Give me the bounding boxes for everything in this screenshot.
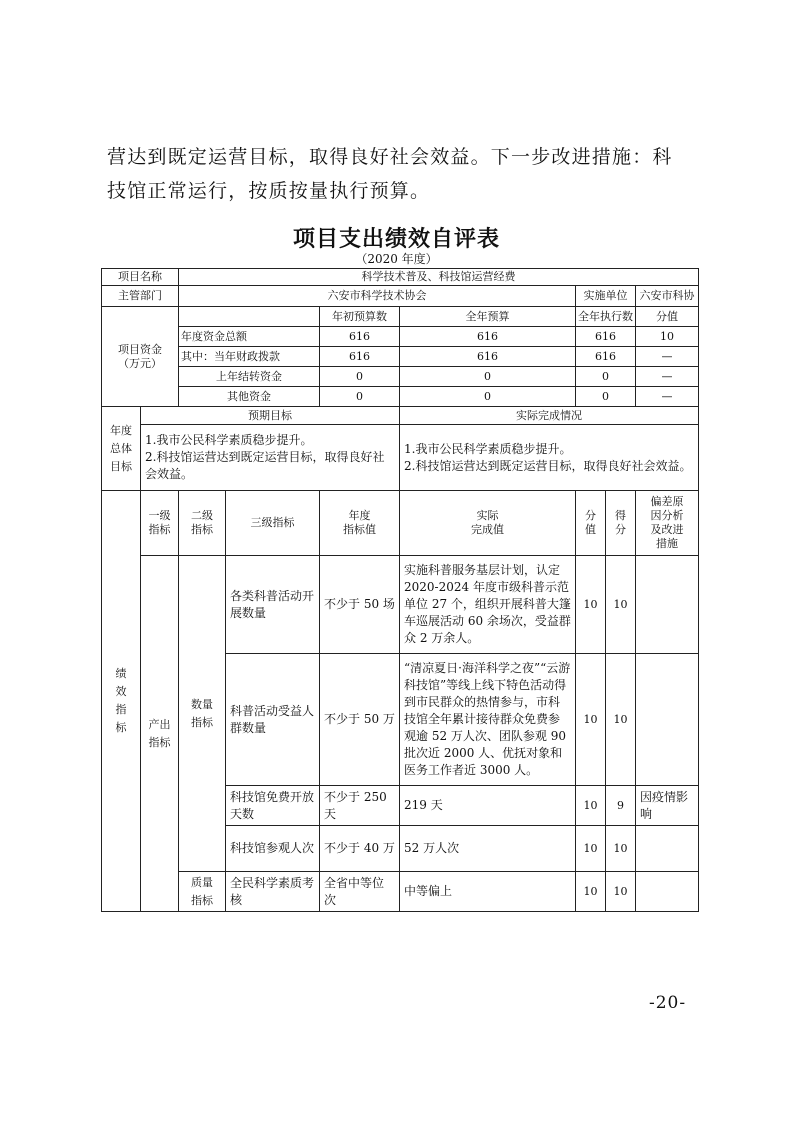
actual-header: 实际 完成值 bbox=[400, 491, 576, 556]
indicator-score: 10 bbox=[606, 826, 636, 872]
expected-goals bbox=[141, 425, 400, 491]
funds-row-carryover-label: 上年结转资金 bbox=[179, 367, 320, 387]
funds-cell: 0 bbox=[400, 367, 576, 387]
project-name: 科学技术普及、科技馆运营经费 bbox=[179, 269, 699, 286]
funds-row-fiscal-label: 其中：当年财政拨款 bbox=[179, 347, 320, 367]
indicator-actual: 实施科普服务基层计划，认定 2020-2024 年度市级科普示范单位 27 个，组织开展科普大篷车巡展活动 60 余场次，受益群众 2 万余人。 bbox=[400, 556, 576, 654]
indicator-note bbox=[636, 826, 699, 872]
indicators-label: 绩 效 指 标 bbox=[102, 491, 141, 912]
funds-header-1: 全年预算 bbox=[400, 307, 576, 327]
indicator-actual: “清凉夏日·海洋科学之夜”“云游科技馆”等线上线下特色活动得到市民群众的热情参与，市科技馆全年累计接待群众免费参观逾 52 万人次、团队参观 90 批次近 2000 人、优抚对象和医务工作者近 3000 人。 bbox=[400, 654, 576, 786]
funds-cell: 0 bbox=[400, 387, 576, 407]
level1-header: 一级 指标 bbox=[141, 491, 179, 556]
table-subtitle: （2020 年度） bbox=[355, 252, 438, 266]
funds-header-3: 分值 bbox=[636, 307, 699, 327]
funds-header-0: 年初预算数 bbox=[320, 307, 400, 327]
deviation-header: 偏差原 因分析 及改进 措施 bbox=[636, 491, 699, 556]
funds-cell: 0 bbox=[576, 367, 636, 387]
impl-label: 实施单位 bbox=[576, 286, 636, 307]
indicator-note bbox=[636, 556, 699, 654]
indicator-note: 因疫情影响 bbox=[636, 786, 699, 826]
score-value-header: 分 值 bbox=[576, 491, 606, 556]
level2-header: 二级 指标 bbox=[179, 491, 226, 556]
project-name-label: 项目名称 bbox=[102, 269, 179, 286]
funds-cell: 616 bbox=[400, 347, 576, 367]
intro-paragraph bbox=[107, 140, 697, 208]
target-header: 年度 指标值 bbox=[320, 491, 400, 556]
funds-cell: 0 bbox=[576, 387, 636, 407]
intro-line-2: 技馆正常运行，按质按量执行预算。 bbox=[107, 180, 431, 202]
expected-goal-2: 2.科技馆运营达到既定运营目标，取得良好社会效益。 bbox=[145, 450, 385, 481]
indicator-value: 10 bbox=[576, 654, 606, 786]
impl-value: 六安市科协 bbox=[636, 286, 699, 307]
funds-cell: — bbox=[636, 347, 699, 367]
indicator-target: 不少于 50 场 bbox=[320, 556, 400, 654]
funds-header-2: 全年执行数 bbox=[576, 307, 636, 327]
indicator-value: 10 bbox=[576, 786, 606, 826]
indicator-score: 9 bbox=[606, 786, 636, 826]
quality-indicators-label: 质量 指标 bbox=[179, 872, 226, 912]
funds-cell: 0 bbox=[320, 387, 400, 407]
indicator-value: 10 bbox=[576, 556, 606, 654]
level3-header: 三级指标 bbox=[226, 491, 320, 556]
indicator-score: 10 bbox=[606, 556, 636, 654]
dept-label: 主管部门 bbox=[102, 286, 179, 307]
indicator-name: 全民科学素质考核 bbox=[226, 872, 320, 912]
funds-cell: — bbox=[636, 387, 699, 407]
indicator-target: 不少于 250 天 bbox=[320, 786, 400, 826]
annual-goals-label: 年度 总体 目标 bbox=[102, 407, 141, 491]
funds-cell: 0 bbox=[320, 367, 400, 387]
funds-cell: 10 bbox=[636, 327, 699, 347]
funds-header-blank bbox=[179, 307, 320, 327]
expected-goals-header: 预期目标 bbox=[141, 407, 400, 425]
funds-row-total-label: 年度资金总额 bbox=[179, 327, 320, 347]
indicator-score: 10 bbox=[606, 654, 636, 786]
indicator-value: 10 bbox=[576, 826, 606, 872]
dept-value: 六安市科学技术协会 bbox=[179, 286, 576, 307]
funds-cell: 616 bbox=[576, 327, 636, 347]
funds-cell: 616 bbox=[320, 327, 400, 347]
indicator-name: 各类科普活动开展数量 bbox=[226, 556, 320, 654]
indicator-target: 全省中等位次 bbox=[320, 872, 400, 912]
funds-cell: — bbox=[636, 367, 699, 387]
indicator-score: 10 bbox=[606, 872, 636, 912]
intro-line-1: 营达到既定运营目标，取得良好社会效益。下一步改进措施：科 bbox=[107, 146, 673, 168]
quantity-indicators-label: 数量 指标 bbox=[179, 556, 226, 872]
funds-label: 项目资金 （万元） bbox=[102, 307, 179, 407]
output-indicators-label: 产出 指标 bbox=[141, 556, 179, 912]
performance-table bbox=[101, 268, 699, 912]
indicator-actual: 中等偏上 bbox=[400, 872, 576, 912]
funds-cell: 616 bbox=[320, 347, 400, 367]
funds-row-other-label: 其他资金 bbox=[179, 387, 320, 407]
actual-goal-2: 2.科技馆运营达到既定运营目标，取得良好社会效益。 bbox=[404, 458, 692, 473]
funds-cell: 616 bbox=[576, 347, 636, 367]
score-header: 得 分 bbox=[606, 491, 636, 556]
actual-goal-1: 1.我市公民科学素质稳步提升。 bbox=[404, 441, 572, 456]
funds-cell: 616 bbox=[400, 327, 576, 347]
expected-goal-1: 1.我市公民科学素质稳步提升。 bbox=[145, 433, 313, 447]
indicator-note bbox=[636, 654, 699, 786]
indicator-name: 科普活动受益人群数量 bbox=[226, 654, 320, 786]
table-title: 项目支出绩效自评表 bbox=[292, 226, 500, 252]
indicator-note bbox=[636, 872, 699, 912]
page-number: -20- bbox=[649, 993, 687, 1013]
indicator-value: 10 bbox=[576, 872, 606, 912]
indicator-name: 科技馆免费开放天数 bbox=[226, 786, 320, 826]
indicator-actual: 219 天 bbox=[400, 786, 576, 826]
indicator-actual: 52 万人次 bbox=[400, 826, 576, 872]
actual-goals bbox=[400, 425, 699, 491]
indicator-target: 不少于 50 万 bbox=[320, 654, 400, 786]
indicator-target: 不少于 40 万 bbox=[320, 826, 400, 872]
actual-goals-header: 实际完成情况 bbox=[400, 407, 699, 425]
indicator-name: 科技馆参观人次 bbox=[226, 826, 320, 872]
